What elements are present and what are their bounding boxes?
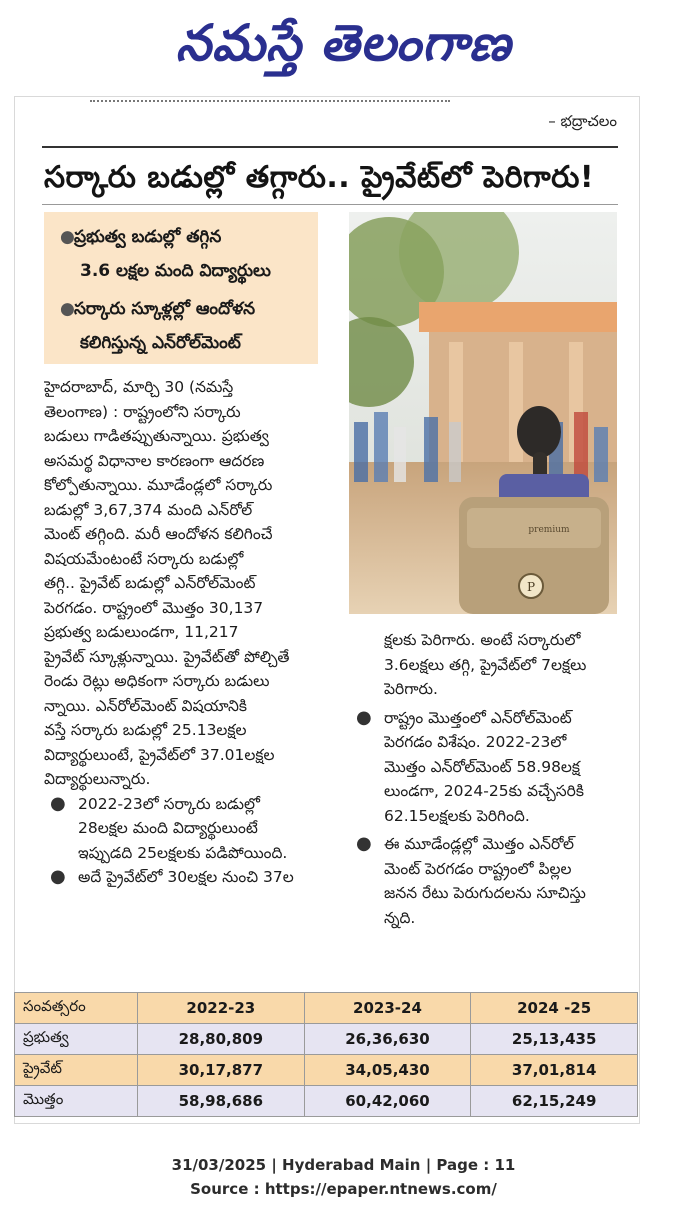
table-cell: 26,36,630 [304, 1024, 471, 1055]
highlight-1: ●ప్రభుత్వ బడుల్లో తగ్గిన [60, 220, 221, 254]
bullet-icon: ● [356, 833, 372, 854]
enrollment-table [14, 992, 638, 1117]
bullet-icon: ● [50, 866, 66, 887]
table-cell: మొత్తం [15, 1086, 138, 1117]
table-header-cell: సంవత్సరం [15, 993, 138, 1024]
text-line: వస్తే సర్కారు బడుల్లో 25.13లక్షల [44, 721, 247, 739]
text-line: బడుల్లో 3,67,374 మంది ఎన్‌రోల్ [44, 500, 253, 519]
text-line: అదే ప్రైవేట్‌లో 30లక్షల నుంచి 37ల [78, 868, 294, 886]
table-header-cell: 2024 -25 [471, 993, 638, 1024]
article-body-right [350, 628, 618, 930]
text-line: విషయమేంటంటే సర్కారు బడుల్లో [44, 549, 244, 568]
text-line: జనన రేటు పెరుగుదలను సూచిస్తు [384, 884, 586, 902]
continuation-paragraph [350, 628, 618, 702]
highlights-box [44, 212, 318, 364]
bag-label-text: premium [528, 525, 570, 535]
text-line: క్షలకు పెరిగారు. అంటే సర్కారులో [384, 631, 581, 649]
text-line: తగ్గి.. ప్రైవేట్ బడుల్లో ఎన్‌రోల్‌మెంట్ [44, 574, 256, 592]
text-line: మెంట్ పెరగడం రాష్ట్రంలో పిల్లల [384, 859, 572, 878]
text-line: రెండు రెట్లు అధికంగా సర్కారు బడులు [44, 672, 270, 690]
highlight-2-cont: కలిగిస్తున్న ఎన్‌రోల్‌మెంట్ [80, 333, 241, 353]
table-cell: 62,15,249 [471, 1086, 638, 1117]
text-line: ప్రభుత్వ బడులుండగా, 11,217 [44, 623, 239, 641]
footer-source-link[interactable]: Source : https://epaper.ntnews.com/ [190, 1180, 497, 1198]
bullet-point-1 [44, 792, 331, 866]
text-line: 2022-23లో సర్కారు బడుల్లో [78, 794, 260, 813]
text-line: మొత్తం ఎన్‌రోల్‌మెంట్ 58.98లక్ష [384, 757, 581, 776]
table-cell: ప్రభుత్వ [15, 1024, 138, 1055]
headline: సర్కారు బడుల్లో తగ్గారు.. ప్రైవేట్‌లో పెరిగారు! [44, 160, 595, 195]
text-line: మెంట్ తగ్గింది. మరీ ఆందోళన కలిగించే [44, 525, 273, 543]
table-row [15, 1024, 638, 1055]
text-line: విద్యార్థులుంటే, ప్రైవేట్‌లో 37.01లక్షల [44, 745, 275, 764]
school-photo-illustration [349, 212, 617, 614]
text-line: 3.6లక్షలు తగ్గి, ప్రైవేట్‌లో 7లక్షలు [384, 655, 587, 674]
text-line: న్నది. [384, 908, 416, 927]
bullet-icon: ● [60, 299, 75, 319]
text-line: ప్రైవేట్ స్కూళ్లున్నాయి. ప్రైవేట్‌తో పోల్చితే [44, 647, 290, 666]
table-cell: 34,05,430 [304, 1055, 471, 1086]
bullet-point-4 [350, 832, 618, 930]
headline-rule-top [42, 146, 618, 148]
text-line: విద్యార్థులున్నారు. [44, 770, 151, 788]
text-line: పెరిగారు. [384, 680, 438, 698]
masthead-logo: నమస్తే తెలంగాణ [175, 13, 512, 72]
cropped-text-line [90, 100, 450, 106]
previous-article-dateline: – భద్రాచలం [548, 112, 617, 130]
text-line: కోల్పోతున్నాయి. మూడేండ్లలో సర్కారు [44, 476, 273, 494]
table-cell: ప్రైవేట్ [15, 1055, 138, 1086]
lead-paragraph [44, 375, 331, 792]
text-line: పెరగడం విశేషం. 2022-23లో [384, 733, 567, 751]
table-cell: 28,80,809 [138, 1024, 305, 1055]
table-header-cell: 2022-23 [138, 993, 305, 1024]
footer-date-line: 31/03/2025 | Hyderabad Main | Page : 11 [171, 1156, 516, 1174]
text-line: లుండగా, 2024-25కు వచ్చేసరికి [384, 782, 584, 800]
headline-rule-bottom [42, 204, 618, 205]
table-cell: 25,13,435 [471, 1024, 638, 1055]
bullet-icon: ● [50, 792, 66, 814]
highlight-1-cont: 3.6 లక్షల మంది విద్యార్థులు [80, 261, 271, 281]
text-line: న్నాయి. ఎన్‌రోల్‌మెంట్ విషయానికి [44, 696, 247, 715]
text-line: అసమర్థ విధానాల కారణంగా ఆదరణ [44, 451, 265, 470]
bullet-icon: ● [60, 227, 75, 247]
text-line: 28లక్షల మంది విద్యార్థులుంటే [78, 819, 258, 837]
table-header-cell: 2023-24 [304, 993, 471, 1024]
highlight-2: ●సర్కారు స్కూళ్లల్లో ఆందోళన [60, 292, 255, 326]
table-cell: 37,01,814 [471, 1055, 638, 1086]
table-row [15, 1086, 638, 1117]
text-line: పెరగడం. రాష్ట్రంలో మొత్తం 30,137 [44, 598, 264, 617]
table-header-row [15, 993, 638, 1024]
school-photo [349, 212, 617, 614]
text-line: ఇప్పుడది 25లక్షలకు పడిపోయింది. [78, 843, 288, 862]
bullet-icon: ● [356, 706, 372, 728]
text-line: రాష్ట్రం మొత్తంలో ఎన్‌రోల్‌మెంట్ [384, 708, 572, 727]
table-cell: 30,17,877 [138, 1055, 305, 1086]
article-body-left [44, 375, 331, 890]
table-row [15, 1055, 638, 1086]
text-line: ఈ మూడేండ్లల్లో మొత్తం ఎన్‌రోల్ [384, 835, 574, 853]
bullet-point-3 [350, 706, 618, 829]
text-line: హైదరాబాద్, మార్చి 30 (నమస్తే [44, 378, 234, 396]
bullet-point-2 [44, 865, 331, 890]
text-line: 62.15లక్షలకు పెరిగింది. [384, 806, 530, 825]
text-line: బడులు గాడితప్పుతున్నాయి. ప్రభుత్వ [44, 427, 269, 445]
text-line: తెలంగాణ) : రాష్ట్రంలోని సర్కారు [44, 402, 241, 421]
table-cell: 58,98,686 [138, 1086, 305, 1117]
bag-badge-text: P [526, 580, 536, 594]
table-cell: 60,42,060 [304, 1086, 471, 1117]
